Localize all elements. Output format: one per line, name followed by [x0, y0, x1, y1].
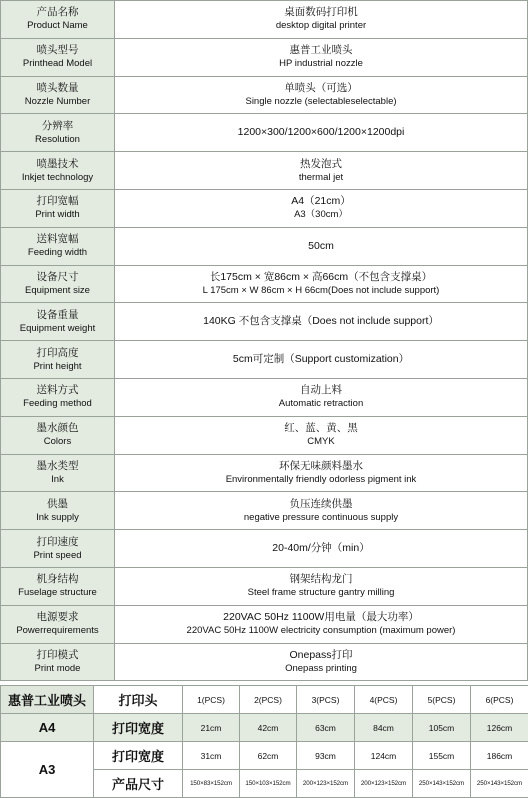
width-cell: 21cm: [183, 714, 240, 742]
spec-row: [1, 265, 528, 303]
width-cell: 186cm: [471, 742, 528, 770]
spec-row: [1, 378, 528, 416]
spec-label-cn: 分辨率: [1, 120, 114, 133]
a4-row: [1, 714, 528, 742]
spec-label-cn: 喷墨技术: [1, 158, 114, 171]
a4-label: A4: [1, 714, 94, 742]
size-cell: 250×143×152cm: [413, 770, 471, 798]
spec-value: [115, 38, 528, 76]
spec-value-cn: A4（21cm）: [115, 195, 527, 208]
size-cell: 200×123×152cm: [297, 770, 355, 798]
spec-value: [115, 152, 528, 190]
a3-row: [1, 742, 528, 770]
spec-value-en: Automatic retraction: [115, 397, 527, 410]
spec-value-en: L 175cm × W 86cm × H 66cm(Does not include support): [115, 284, 527, 297]
spec-row: [1, 152, 528, 190]
spec-label-cn: 墨水类型: [1, 460, 114, 473]
spec-label-cn: 送料方式: [1, 384, 114, 397]
spec-label-cn: 喷头型号: [1, 44, 114, 57]
col-header: 6(PCS): [471, 686, 528, 714]
spec-row: [1, 1, 528, 39]
spec-value-cn: Onepass打印: [115, 649, 527, 662]
spec-label: [1, 492, 115, 530]
spec-label-cn: 设备重量: [1, 309, 114, 322]
spec-value-en: Environmentally friendly odorless pigment ink: [115, 473, 527, 486]
spec-value-en: 220VAC 50Hz 1100W electricity consumption (maximum power): [115, 624, 527, 637]
spec-row: [1, 492, 528, 530]
spec-row: [1, 114, 528, 152]
spec-row: [1, 227, 528, 265]
spec-label: [1, 265, 115, 303]
spec-value-cn: 桌面数码打印机: [115, 6, 527, 19]
spec-label-en: Feeding width: [1, 246, 114, 259]
spec-label-en: Inkjet technology: [1, 171, 114, 184]
spec-label-en: Powerrequirements: [1, 624, 114, 637]
spec-label-cn: 墨水颜色: [1, 422, 114, 435]
spec-value: [115, 341, 528, 379]
spec-label: [1, 454, 115, 492]
spec-label: [1, 114, 115, 152]
spec-label-en: Feeding method: [1, 397, 114, 410]
spec-value: [115, 114, 528, 152]
spec-label-en: Print width: [1, 208, 114, 221]
spec-label: [1, 1, 115, 39]
spec-label-cn: 打印速度: [1, 536, 114, 549]
spec-label: [1, 378, 115, 416]
spec-label-cn: 供墨: [1, 498, 114, 511]
spec-value-cn: 钢架结构龙门: [115, 573, 527, 586]
a3-label: A3: [1, 742, 94, 798]
spec-label-en: Print height: [1, 360, 114, 373]
spec-value-en: negative pressure continuous supply: [115, 511, 527, 524]
spec-label: [1, 38, 115, 76]
spec-label: [1, 189, 115, 227]
spec-value-en: Steel frame structure gantry milling: [115, 586, 527, 599]
spec-label-en: Equipment size: [1, 284, 114, 297]
spec-label: [1, 341, 115, 379]
spec-value: [115, 416, 528, 454]
spec-label-en: Ink: [1, 473, 114, 486]
spec-label-cn: 电源要求: [1, 611, 114, 624]
spec-label: [1, 567, 115, 605]
spec-label: [1, 152, 115, 190]
width-cell: 63cm: [297, 714, 355, 742]
spec-value-cn: 5cm可定制（Support customization）: [115, 353, 527, 366]
spec-label-en: Nozzle Number: [1, 95, 114, 108]
size-cell: 150×103×152cm: [240, 770, 297, 798]
spec-label-cn: 产品名称: [1, 6, 114, 19]
spec-row: [1, 189, 528, 227]
spec-value-cn: 50cm: [115, 240, 527, 253]
spec-row: [1, 643, 528, 681]
spec-value: [115, 265, 528, 303]
width-cell: 62cm: [240, 742, 297, 770]
spec-label-en: Ink supply: [1, 511, 114, 524]
spec-value: [115, 643, 528, 681]
spec-label: [1, 605, 115, 643]
spec-value-cn: 自动上料: [115, 384, 527, 397]
spec-label-en: Print mode: [1, 662, 114, 675]
size-cell: 250×143×152cm: [471, 770, 528, 798]
head-label: 打印头: [94, 686, 183, 714]
spec-row: [1, 38, 528, 76]
spec-value: [115, 605, 528, 643]
spec-value: [115, 76, 528, 114]
size-cell: 150×83×152cm: [183, 770, 240, 798]
spec-value-en: desktop digital printer: [115, 19, 527, 32]
spec-value: [115, 189, 528, 227]
spec-value-cn: 单喷头（可选）: [115, 82, 527, 95]
spec-value: [115, 378, 528, 416]
spec-row: [1, 303, 528, 341]
spec-row: [1, 341, 528, 379]
spec-label: [1, 303, 115, 341]
spec-label: [1, 227, 115, 265]
col-header: 1(PCS): [183, 686, 240, 714]
spec-value: [115, 530, 528, 568]
spec-row: [1, 454, 528, 492]
spec-row: [1, 567, 528, 605]
width-cell: 124cm: [355, 742, 413, 770]
spec-value-cn: 红、蓝、黄、黑: [115, 422, 527, 435]
spec-row: [1, 416, 528, 454]
width-label: 打印宽度: [94, 714, 183, 742]
spec-label: [1, 416, 115, 454]
spec-value: [115, 1, 528, 39]
spec-value-cn: 惠普工业喷头: [115, 44, 527, 57]
spec-value-en: thermal jet: [115, 171, 527, 184]
spec-label: [1, 643, 115, 681]
spec-label-cn: 打印高度: [1, 347, 114, 360]
spec-value: [115, 227, 528, 265]
spec-label-cn: 打印模式: [1, 649, 114, 662]
spec-label-en: Colors: [1, 435, 114, 448]
width-label: 打印宽度: [94, 742, 183, 770]
spec-label-cn: 设备尺寸: [1, 271, 114, 284]
width-cell: 31cm: [183, 742, 240, 770]
spec-label-en: Fuselage structure: [1, 586, 114, 599]
col-header: 4(PCS): [355, 686, 413, 714]
width-cell: 126cm: [471, 714, 528, 742]
price-table: [0, 685, 528, 798]
spec-value-cn: 220VAC 50Hz 1100W用电量（最大功率）: [115, 611, 527, 624]
col-header: 5(PCS): [413, 686, 471, 714]
spec-label-cn: 打印宽幅: [1, 195, 114, 208]
width-cell: 42cm: [240, 714, 297, 742]
spec-label-en: Product Name: [1, 19, 114, 32]
col-header: 3(PCS): [297, 686, 355, 714]
spec-value-cn: 1200×300/1200×600/1200×1200dpi: [115, 126, 527, 139]
spec-value-cn: 负压连续供墨: [115, 498, 527, 511]
spec-value-en: CMYK: [115, 435, 527, 448]
spec-label: [1, 530, 115, 568]
spec-label-cn: 机身结构: [1, 573, 114, 586]
width-cell: 93cm: [297, 742, 355, 770]
brand-cell: 惠普工业喷头: [1, 686, 94, 714]
spec-row: [1, 605, 528, 643]
width-cell: 84cm: [355, 714, 413, 742]
spec-value-cn: 环保无味颜料墨水: [115, 460, 527, 473]
price-header-row: [1, 686, 528, 714]
spec-value: [115, 454, 528, 492]
spec-value: [115, 567, 528, 605]
spec-label-cn: 喷头数量: [1, 82, 114, 95]
size-label: 产品尺寸: [94, 770, 183, 798]
width-cell: 155cm: [413, 742, 471, 770]
width-cell: 105cm: [413, 714, 471, 742]
spec-value-en: Single nozzle (selectableselectable): [115, 95, 527, 108]
spec-value-en: A3（30cm）: [115, 208, 527, 221]
spec-value-cn: 热发泡式: [115, 158, 527, 171]
spec-value: [115, 303, 528, 341]
col-header: 2(PCS): [240, 686, 297, 714]
spec-label: [1, 76, 115, 114]
spec-value-cn: 20-40m/分钟（min）: [115, 542, 527, 555]
spec-value-en: HP industrial nozzle: [115, 57, 527, 70]
spec-value: [115, 492, 528, 530]
spec-label-en: Equipment weight: [1, 322, 114, 335]
spec-row: [1, 76, 528, 114]
size-cell: 200×123×152cm: [355, 770, 413, 798]
spec-label-cn: 送料宽幅: [1, 233, 114, 246]
spec-row: [1, 530, 528, 568]
spec-value-en: Onepass printing: [115, 662, 527, 675]
spec-label-en: Printhead Model: [1, 57, 114, 70]
spec-label-en: Resolution: [1, 133, 114, 146]
spec-value-cn: 140KG 不包含支撑桌（Does not include support）: [115, 315, 527, 328]
spec-label-en: Print speed: [1, 549, 114, 562]
spec-value-cn: 长175cm × 宽86cm × 高66cm（不包含支撑桌）: [115, 271, 527, 284]
